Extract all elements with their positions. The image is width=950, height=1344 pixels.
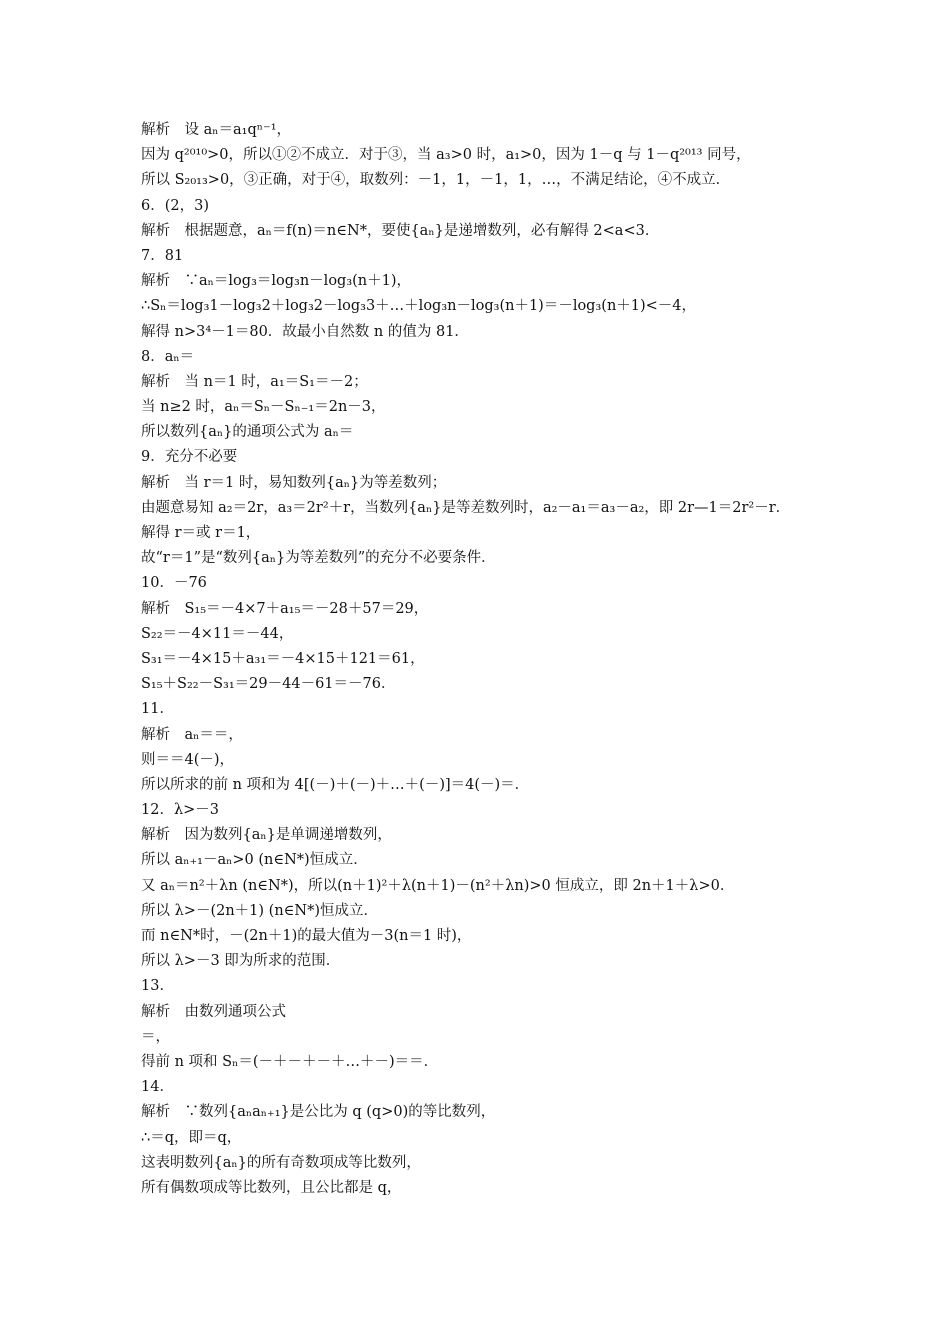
text-line: 解析 当 r＝1 时，易知数列{aₙ}为等差数列；	[141, 474, 447, 491]
text-line: 7．81	[141, 247, 184, 264]
text-line: 所以数列{aₙ}的通项公式为 aₙ＝	[141, 424, 354, 441]
text-line: 又 aₙ＝n²＋λn (n∈N*)，所以(n＋1)²＋λ(n＋1)－(n²＋λn)>0 恒成立，即 2n＋1＋λ>0．	[141, 877, 735, 894]
text-line: 得前 n 项和 Sₙ＝(－＋－＋－＋…＋－)＝＝．	[141, 1053, 439, 1070]
text-line: 10．－76	[141, 575, 207, 592]
text-line: 解析 ∵aₙ＝log₃＝log₃n－log₃(n＋1)，	[141, 273, 412, 290]
document-body	[141, 118, 831, 1201]
text-line: ∴Sₙ＝log₃1－log₃2＋log₃2－log₃3＋…＋log₃n－log₃(n＋1)＝－log₃(n＋1)<－4，	[141, 298, 697, 315]
text-line: 解析 由数列通项公式	[141, 1003, 286, 1020]
text-line: 所以 λ>－(2n＋1) (n∈N*)恒成立．	[141, 902, 378, 919]
text-line: S₃₁＝－4×15＋a₃₁＝－4×15＋121＝61，	[141, 650, 425, 667]
text-line: 14．	[141, 1079, 174, 1096]
text-line: 这表明数列{aₙ}的所有奇数项成等比数列，	[141, 1154, 421, 1171]
text-line: 所以 S₂₀₁₃>0，③正确，对于④，取数列：－1，1，－1，1，…，不满足结论，④不成立．	[141, 172, 731, 189]
text-line: 解析 根据题意，aₙ＝f(n)＝n∈N*，要使{aₙ}是递增数列，必有解得 2<a<3．	[141, 222, 660, 239]
text-line: ∴＝q，即＝q，	[141, 1129, 242, 1146]
text-line: 当 n≥2 时，aₙ＝Sₙ－Sₙ₋₁＝2n－3，	[141, 399, 386, 416]
text-line: 解得 r＝或 r＝1，	[141, 525, 261, 541]
text-line: 故“r＝1”是“数列{aₙ}为等差数列”的充分不必要条件．	[141, 550, 496, 567]
text-line: S₁₅＋S₂₂－S₃₁＝29－44－61＝－76．	[141, 676, 396, 693]
text-line: 解得 n>3⁴－1＝80．故最小自然数 n 的值为 81．	[141, 323, 469, 340]
text-line: ＝，	[141, 1028, 170, 1045]
text-line: 所有偶数项成等比数列，且公比都是 q，	[141, 1179, 402, 1196]
text-line: 解析 S₁₅＝－4×7＋a₁₅＝－28＋57＝29，	[141, 600, 429, 617]
text-line: 12．λ>－3	[141, 802, 220, 819]
text-line: 而 n∈N*时，－(2n＋1)的最大值为－3(n＝1 时)，	[141, 928, 472, 944]
text-line: 则＝＝4(－)，	[141, 751, 235, 768]
text-line: 所以 λ>－3 即为所求的范围．	[141, 953, 341, 970]
text-line: 解析 设 aₙ＝a₁qⁿ⁻¹，	[141, 122, 292, 138]
text-line: 13．	[141, 978, 174, 995]
text-line: 由题意易知 a₂＝2r，a₃＝2r²＋r，当数列{aₙ}是等差数列时，a₂－a₁＝a₃－a₂，即 2r—1＝2r²－r．	[141, 499, 791, 516]
text-line: 所以 aₙ₊₁－aₙ>0 (n∈N*)恒成立．	[141, 852, 368, 869]
text-line: 11．	[141, 701, 174, 718]
text-line: 因为 q²⁰¹⁰>0，所以①②不成立．对于③，当 a₃>0 时，a₁>0，因为 1－q 与 1－q²⁰¹³ 同号，	[141, 147, 751, 164]
text-line: 9．充分不必要	[141, 449, 238, 466]
text-line: 6．(2，3)	[141, 197, 209, 214]
text-line: 解析 ∵数列{aₙaₙ₊₁}是公比为 q (q>0)的等比数列，	[141, 1104, 496, 1121]
text-line: 8．aₙ＝	[141, 348, 195, 365]
text-line: 所以所求的前 n 项和为 4[(－)＋(－)＋…＋(－)]＝4(－)＝．	[141, 776, 530, 793]
text-line: 解析 aₙ＝＝，	[141, 726, 243, 743]
text-line: S₂₂＝－4×11＝－44，	[141, 625, 294, 642]
text-line: 解析 当 n＝1 时，a₁＝S₁＝－2；	[141, 373, 368, 390]
text-line: 解析 因为数列{aₙ}是单调递增数列，	[141, 827, 392, 844]
